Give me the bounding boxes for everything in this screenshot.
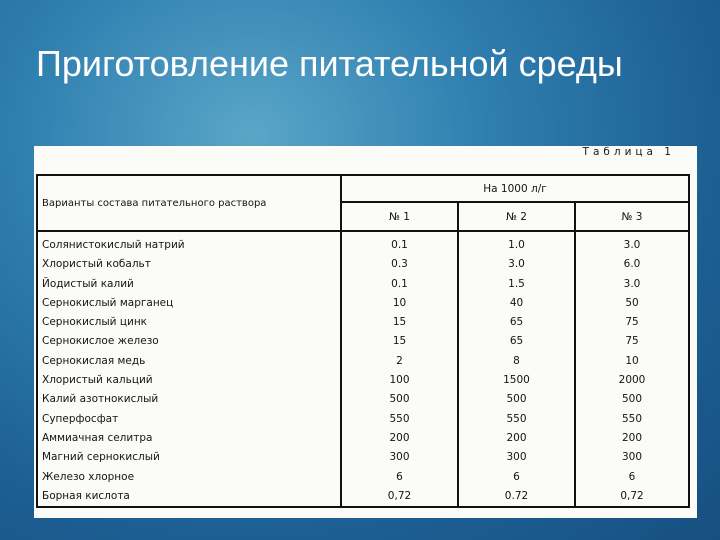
cell-value: 550 <box>575 410 689 429</box>
cell-value: 75 <box>575 332 689 351</box>
cell-value: 10 <box>341 294 458 313</box>
row-name: Суперфосфат <box>37 410 341 429</box>
row-name: Сернокислая медь <box>37 352 341 371</box>
cell-value: 100 <box>341 371 458 390</box>
cell-value: 200 <box>458 429 575 448</box>
cell-value: 0.3 <box>341 255 458 274</box>
cell-value: 75 <box>575 313 689 332</box>
table-row <box>37 294 689 313</box>
cell-value: 2000 <box>575 371 689 390</box>
table-header-row <box>37 175 689 202</box>
cell-value: 6 <box>575 468 689 487</box>
table-caption: Таблица 1 <box>582 146 675 158</box>
table-row <box>37 352 689 371</box>
table-row <box>37 429 689 448</box>
cell-value: 500 <box>458 390 575 409</box>
cell-value: 65 <box>458 313 575 332</box>
header-col-1: № 1 <box>341 202 458 231</box>
cell-value: 10 <box>575 352 689 371</box>
row-name: Йодистый калий <box>37 275 341 294</box>
table-row <box>37 448 689 467</box>
row-name: Солянистокислый натрий <box>37 231 341 255</box>
cell-value: 1500 <box>458 371 575 390</box>
cell-value: 0.72 <box>458 487 575 507</box>
cell-value: 300 <box>341 448 458 467</box>
table-row <box>37 487 689 507</box>
cell-value: 0,72 <box>575 487 689 507</box>
row-name: Сернокислое железо <box>37 332 341 351</box>
scanned-table-image <box>34 146 697 518</box>
cell-value: 6.0 <box>575 255 689 274</box>
table-row <box>37 332 689 351</box>
cell-value: 6 <box>458 468 575 487</box>
cell-value: 1.0 <box>458 231 575 255</box>
cell-value: 3.0 <box>575 275 689 294</box>
table-row <box>37 371 689 390</box>
cell-value: 15 <box>341 332 458 351</box>
cell-value: 50 <box>575 294 689 313</box>
cell-value: 3.0 <box>575 231 689 255</box>
cell-value: 500 <box>341 390 458 409</box>
header-col-2: № 2 <box>458 202 575 231</box>
cell-value: 2 <box>341 352 458 371</box>
cell-value: 0.1 <box>341 231 458 255</box>
cell-value: 200 <box>575 429 689 448</box>
cell-value: 500 <box>575 390 689 409</box>
row-name: Сернокислый цинк <box>37 313 341 332</box>
cell-value: 550 <box>458 410 575 429</box>
table-row <box>37 468 689 487</box>
cell-value: 65 <box>458 332 575 351</box>
cell-value: 200 <box>341 429 458 448</box>
table-row <box>37 313 689 332</box>
cell-value: 300 <box>575 448 689 467</box>
cell-value: 1.5 <box>458 275 575 294</box>
cell-value: 15 <box>341 313 458 332</box>
nutrient-composition-table <box>36 174 690 508</box>
cell-value: 6 <box>341 468 458 487</box>
cell-value: 3.0 <box>458 255 575 274</box>
row-name: Магний сернокислый <box>37 448 341 467</box>
table-row <box>37 390 689 409</box>
header-solution-variants: Варианты состава питательного раствора <box>37 175 341 231</box>
cell-value: 0.1 <box>341 275 458 294</box>
table-row <box>37 231 689 255</box>
row-name: Хлористый кобальт <box>37 255 341 274</box>
cell-value: 40 <box>458 294 575 313</box>
table-row <box>37 255 689 274</box>
row-name: Железо хлорное <box>37 468 341 487</box>
table-row <box>37 275 689 294</box>
header-unit: На 1000 л/г <box>341 175 689 202</box>
row-name: Аммиачная селитра <box>37 429 341 448</box>
row-name: Сернокислый марганец <box>37 294 341 313</box>
header-col-3: № 3 <box>575 202 689 231</box>
cell-value: 300 <box>458 448 575 467</box>
cell-value: 8 <box>458 352 575 371</box>
row-name: Хлористый кальций <box>37 371 341 390</box>
row-name: Борная кислота <box>37 487 341 507</box>
row-name: Калий азотнокислый <box>37 390 341 409</box>
table-row <box>37 410 689 429</box>
cell-value: 550 <box>341 410 458 429</box>
slide-title: Приготовление питательной среды <box>36 43 623 84</box>
cell-value: 0,72 <box>341 487 458 507</box>
